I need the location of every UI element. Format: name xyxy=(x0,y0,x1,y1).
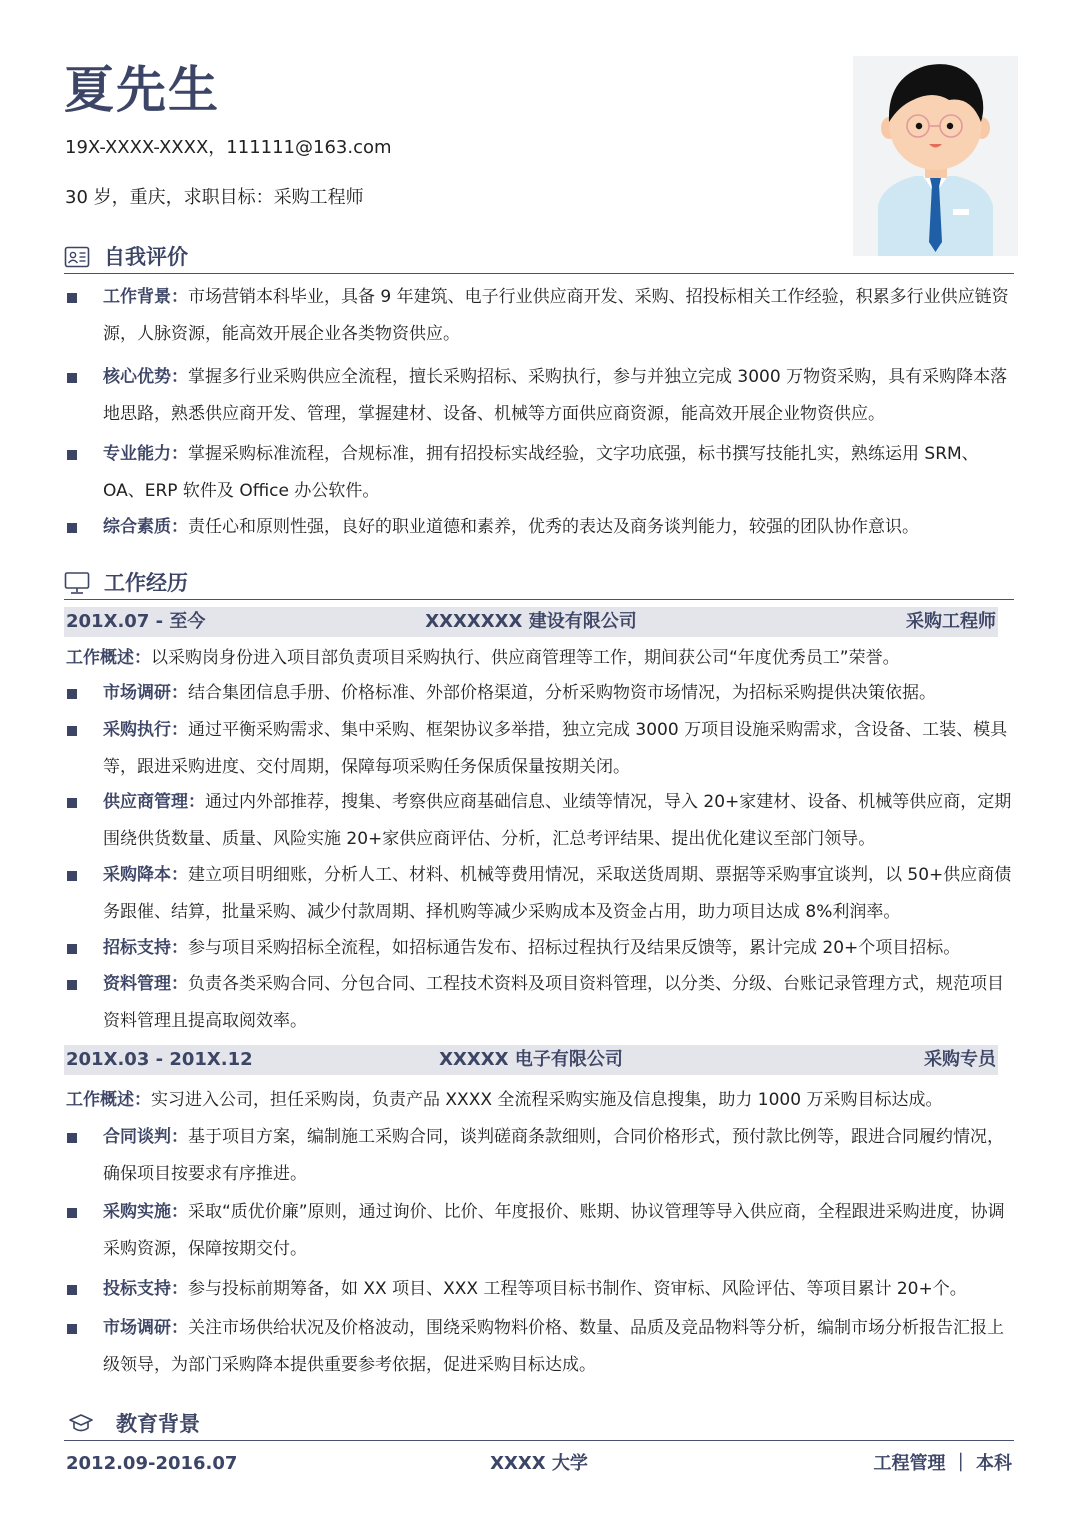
item-label: 资料管理： xyxy=(103,974,188,994)
school-name: XXXX 大学 xyxy=(490,1453,588,1474)
major-degree: 工程管理 ｜ 本科 xyxy=(873,1453,1012,1474)
item-label: 核心优势： xyxy=(103,367,188,387)
item-text: 市场营销本科毕业，具备 9 年建筑、电子行业供应商开发、采购、招投标相关工作经验，积累多行业供应链资源，人脉资源，能高效开展企业各类物资供应。 xyxy=(103,287,1009,344)
section-title: 工作经历 xyxy=(104,571,188,595)
item-text: 掌握多行业采购供应全流程，擅长采购招标、采购执行，参与并独立完成 3000 万物资采购，具有采购降本落地思路，熟悉供应商开发、管理，掌握建材、设备、机械等方面供应商资源，能高效开展企业物资供应。 xyxy=(103,367,1008,424)
list-item xyxy=(67,712,1017,786)
bullet-square xyxy=(67,1208,77,1218)
item-text: 负责各类采购合同、分包合同、工程技术资料及项目资料管理，以分类、分级、台账记录管理方式，规范项目资料管理且提高取阅效率。 xyxy=(103,974,1004,1031)
item-text: 掌握采购标准流程，合规标准，拥有招投标实战经验，文字功底强，标书撰写技能扎实，熟练运用 SRM、OA、ERP 软件及 Office 办公软件。 xyxy=(103,444,979,501)
item-text: 责任心和原则性强，良好的职业道德和素养，优秀的表达及商务谈判能力，较强的团队协作意识。 xyxy=(188,517,919,537)
list-item xyxy=(67,436,1017,510)
bullet-square xyxy=(67,1324,77,1334)
job-period: 201X.07 - 至今 xyxy=(66,611,206,632)
job-header xyxy=(64,607,998,637)
job-header xyxy=(64,1045,998,1075)
item-label: 采购执行： xyxy=(103,720,188,740)
bullet-square xyxy=(67,293,77,303)
job-overview xyxy=(66,1085,1016,1115)
section-work-experience xyxy=(64,569,1014,600)
item-label: 合同谈判： xyxy=(103,1127,188,1147)
item-text: 通过平衡采购需求、集中采购、框架协议多举措，独立完成 3000 万项目设施采购需求，含设备、工装、模具等，跟进采购进度、交付周期，保障每项采购任务保质保量按期关闭。 xyxy=(103,720,1008,777)
education-row xyxy=(64,1450,1014,1478)
item-text: 建立项目明细账，分析人工、材料、机械等费用情况，采取送货周期、票据等采购事宜谈判，以 50+供应商债务跟催、结算，批量采购、减少付款周期、择机购等减少采购成本及资金占用，助力项目达成 8%利润率。 xyxy=(103,865,1012,922)
item-label: 专业能力： xyxy=(103,444,188,464)
item-label: 招标支持： xyxy=(103,938,188,958)
list-item xyxy=(67,1194,1017,1268)
bullet-square xyxy=(67,523,77,533)
job-role: 采购工程师 xyxy=(906,611,996,632)
item-label: 采购实施： xyxy=(103,1202,188,1222)
list-item xyxy=(67,966,1017,1040)
job-role: 采购专员 xyxy=(924,1049,996,1070)
list-item xyxy=(67,1271,1017,1308)
item-text: 通过内外部推荐，搜集、考察供应商基础信息、业绩等情况，导入 20+家建材、设备、机械等供应商，定期围绕供货数量、质量、风险实施 20+家供应商评估、分析，汇总考评结果、提出优化建议至部门领导。 xyxy=(103,792,1012,849)
section-self-evaluation xyxy=(64,243,1014,274)
section-education xyxy=(64,1410,1014,1441)
item-text: 采取“质优价廉”原则，通过询价、比价、年度报价、账期、协议管理等导入供应商，全程跟进采购进度，协调采购资源，保障按期交付。 xyxy=(103,1202,1005,1259)
list-item xyxy=(67,784,1017,858)
item-label: 市场调研： xyxy=(103,683,188,703)
avatar-illustration xyxy=(853,56,1018,256)
list-item xyxy=(67,509,1017,546)
item-text: 基于项目方案，编制施工采购合同，谈判磋商条款细则，合同价格形式，预付款比例等，跟进合同履约情况，确保项目按要求有序推进。 xyxy=(103,1127,1004,1184)
bullet-square xyxy=(67,689,77,699)
overview-label: 工作概述： xyxy=(66,1090,151,1110)
job-period: 201X.03 - 201X.12 xyxy=(66,1049,253,1070)
item-label: 综合素质： xyxy=(103,517,188,537)
list-item xyxy=(67,1310,1017,1384)
list-item xyxy=(67,279,1017,353)
list-item xyxy=(67,930,1017,967)
bullet-square xyxy=(67,450,77,460)
job-overview xyxy=(66,643,1016,673)
education-period: 2012.09-2016.07 xyxy=(66,1453,238,1474)
bullet-square xyxy=(67,373,77,383)
job-company: XXXXXXX 建设有限公司 xyxy=(425,611,637,632)
bullet-square xyxy=(67,726,77,736)
item-label: 工作背景： xyxy=(103,287,188,307)
overview-text: 以采购岗身份进入项目部负责项目采购执行、供应商管理等工作，期间获公司“年度优秀员工”荣誉。 xyxy=(151,648,900,668)
list-item xyxy=(67,675,1017,712)
graduation-cap-icon xyxy=(68,1412,94,1436)
list-item xyxy=(67,857,1017,931)
section-title: 自我评价 xyxy=(104,245,188,269)
list-item xyxy=(67,1119,1017,1193)
bullet-square xyxy=(67,1285,77,1295)
item-label: 供应商管理： xyxy=(103,792,205,812)
item-text: 关注市场供给状况及价格波动，围绕采购物料价格、数量、品质及竞品物料等分析，编制市场分析报告汇报上级领导，为部门采购降本提供重要参考依据，促进采购目标达成。 xyxy=(103,1318,1004,1375)
item-text: 参与项目采购招标全流程，如招标通告发布、招标过程执行及结果反馈等，累计完成 20+个项目招标。 xyxy=(188,938,961,958)
section-title: 教育背景 xyxy=(116,1412,200,1436)
overview-text: 实习进入公司，担任采购岗，负责产品 XXXX 全流程采购实施及信息搜集，助力 1000 万采购目标达成。 xyxy=(151,1090,943,1110)
candidate-name: 夏先生 xyxy=(64,61,220,119)
item-text: 参与投标前期筹备，如 XX 项目、XXX 工程等项目标书制作、资审标、风险评估、等项目累计 20+个。 xyxy=(188,1279,967,1299)
item-label: 采购降本： xyxy=(103,865,188,885)
bullet-square xyxy=(67,980,77,990)
contact-line: 19X-XXXX-XXXX，111111@163.com xyxy=(65,137,392,158)
info-line: 30 岁，重庆，求职目标：采购工程师 xyxy=(65,187,364,208)
overview-label: 工作概述： xyxy=(66,648,151,668)
monitor-icon xyxy=(64,571,90,595)
job-company: XXXXX 电子有限公司 xyxy=(439,1049,623,1070)
item-text: 结合集团信息手册、价格标准、外部价格渠道，分析采购物资市场情况，为招标采购提供决策依据。 xyxy=(188,683,936,703)
bullet-square xyxy=(67,798,77,808)
list-item xyxy=(67,359,1017,433)
bullet-square xyxy=(67,871,77,881)
bullet-square xyxy=(67,1133,77,1143)
item-label: 投标支持： xyxy=(103,1279,188,1299)
bullet-square xyxy=(67,944,77,954)
profile-card-icon xyxy=(64,245,90,269)
item-label: 市场调研： xyxy=(103,1318,188,1338)
avatar xyxy=(853,56,1018,256)
